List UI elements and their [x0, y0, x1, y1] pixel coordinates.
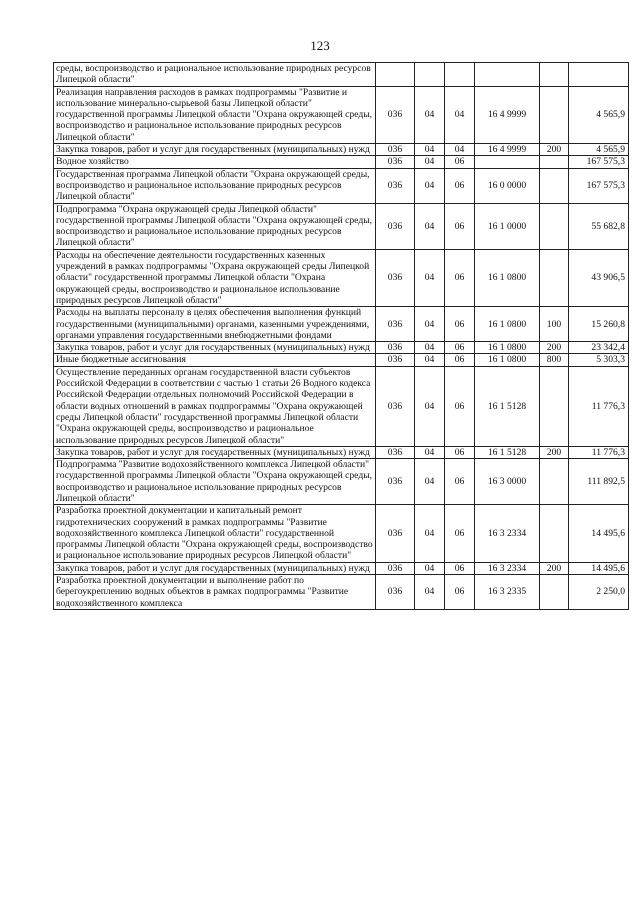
cell-expense-type: [540, 168, 569, 203]
cell-name: Осуществление переданных органам государственной власти субъектов Российской Федерации в соответствии с частью 1 статьи 26 Водного кодекса Российской Федерации отдельных полномочий Российской Федерации в области водных отношений в рамках подпрограммы "Охрана окружающей среды Липецкой области" государственной программы Липецкой области "Охрана окружающей среды, воспроизводство и рациональное использование природных ресурсов Липецкой области": [54, 366, 376, 446]
table-row: [54, 366, 629, 446]
cell-target-article: 16 3 2334: [475, 505, 540, 562]
cell-ministry: 036: [376, 354, 415, 366]
cell-expense-type: 100: [540, 307, 569, 342]
cell-section: 04: [415, 342, 445, 354]
table-row: [54, 354, 629, 366]
cell-subsection: 04: [445, 144, 475, 156]
cell-subsection: 06: [445, 342, 475, 354]
cell-name: Закупка товаров, работ и услуг для государственных (муниципальных) нужд: [54, 446, 376, 458]
cell-expense-type: [540, 575, 569, 610]
cell-section: 04: [415, 249, 445, 306]
cell-subsection: 04: [445, 86, 475, 143]
cell-section: [415, 63, 445, 87]
cell-target-article: 16 4 9999: [475, 86, 540, 143]
cell-name: среды, воспроизводство и рациональное использование природных ресурсов Липецкой области": [54, 63, 376, 87]
cell-ministry: 036: [376, 156, 415, 168]
cell-subsection: 06: [445, 307, 475, 342]
cell-subsection: 06: [445, 459, 475, 505]
cell-ministry: 036: [376, 459, 415, 505]
cell-name: Реализация направления расходов в рамках подпрограммы "Развитие и использование минерально-сырьевой базы Липецкой области" государственной программы Липецкой области "Охрана окружающей среды, воспроизводство и рациональное использование природных ресурсов Липецкой области": [54, 86, 376, 143]
cell-subsection: 06: [445, 505, 475, 562]
cell-amount: 4 565,9: [569, 86, 629, 143]
cell-ministry: 036: [376, 505, 415, 562]
cell-name: Иные бюджетные ассигнования: [54, 354, 376, 366]
cell-ministry: 036: [376, 144, 415, 156]
table-row: [54, 63, 629, 87]
cell-amount: 14 495,6: [569, 505, 629, 562]
cell-expense-type: [540, 63, 569, 87]
table-row: [54, 342, 629, 354]
cell-name: Подпрограмма "Развитие водохозяйственного комплекса Липецкой области" государственной программы Липецкой области "Охрана окружающей среды, воспроизводство и рациональное использование природных ресурсов Липецкой области": [54, 459, 376, 505]
cell-ministry: 036: [376, 366, 415, 446]
cell-section: 04: [415, 505, 445, 562]
table-row: [54, 505, 629, 562]
cell-target-article: 16 1 0800: [475, 354, 540, 366]
cell-amount: 11 776,3: [569, 366, 629, 446]
cell-subsection: 06: [445, 168, 475, 203]
cell-ministry: 036: [376, 307, 415, 342]
page-number: 123: [310, 38, 330, 53]
cell-subsection: 06: [445, 446, 475, 458]
cell-ministry: 036: [376, 249, 415, 306]
table-row: [54, 446, 629, 458]
cell-expense-type: 200: [540, 562, 569, 574]
cell-expense-type: 200: [540, 446, 569, 458]
cell-section: 04: [415, 575, 445, 610]
cell-name: Государственная программа Липецкой области "Охрана окружающей среды, воспроизводство и рациональное использование природных ресурсов Липецкой области": [54, 168, 376, 203]
cell-amount: 2 250,0: [569, 575, 629, 610]
cell-subsection: 06: [445, 156, 475, 168]
cell-subsection: 06: [445, 575, 475, 610]
budget-table-body: [54, 63, 629, 610]
cell-expense-type: [540, 249, 569, 306]
cell-subsection: 06: [445, 354, 475, 366]
cell-expense-type: 800: [540, 354, 569, 366]
cell-expense-type: [540, 156, 569, 168]
cell-section: 04: [415, 366, 445, 446]
cell-target-article: 16 1 0800: [475, 249, 540, 306]
cell-expense-type: [540, 459, 569, 505]
cell-target-article: 16 1 5128: [475, 446, 540, 458]
cell-ministry: [376, 63, 415, 87]
table-row: [54, 562, 629, 574]
budget-table: [53, 62, 629, 610]
cell-amount: 15 260,8: [569, 307, 629, 342]
table-row: [54, 249, 629, 306]
cell-ministry: 036: [376, 342, 415, 354]
cell-ministry: 036: [376, 203, 415, 249]
cell-ministry: 036: [376, 575, 415, 610]
table-row: [54, 203, 629, 249]
cell-section: 04: [415, 203, 445, 249]
cell-section: 04: [415, 144, 445, 156]
cell-section: 04: [415, 562, 445, 574]
cell-expense-type: [540, 86, 569, 143]
cell-expense-type: [540, 203, 569, 249]
cell-target-article: 16 1 0000: [475, 203, 540, 249]
cell-amount: [569, 63, 629, 87]
cell-expense-type: [540, 505, 569, 562]
cell-target-article: [475, 156, 540, 168]
cell-amount: 43 906,5: [569, 249, 629, 306]
cell-section: 04: [415, 168, 445, 203]
cell-name: Водное хозяйство: [54, 156, 376, 168]
cell-amount: 11 776,3: [569, 446, 629, 458]
cell-ministry: 036: [376, 562, 415, 574]
cell-target-article: 16 3 0000: [475, 459, 540, 505]
cell-subsection: 06: [445, 366, 475, 446]
cell-section: 04: [415, 446, 445, 458]
cell-section: 04: [415, 459, 445, 505]
cell-name: Закупка товаров, работ и услуг для государственных (муниципальных) нужд: [54, 342, 376, 354]
cell-ministry: 036: [376, 446, 415, 458]
table-row: [54, 86, 629, 143]
cell-amount: 4 565,9: [569, 144, 629, 156]
cell-name: Закупка товаров, работ и услуг для государственных (муниципальных) нужд: [54, 562, 376, 574]
cell-name: Разработка проектной документации и выполнение работ по берегоукреплению водных объектов в рамках подпрограммы "Развитие водохозяйственного комплекса: [54, 575, 376, 610]
cell-expense-type: 200: [540, 144, 569, 156]
cell-name: Подпрограмма "Охрана окружающей среды Липецкой области" государственной программы Липецкой области "Охрана окружающей среды, воспроизводство и рациональное использование природных ресурсов Липецкой области": [54, 203, 376, 249]
cell-amount: 111 892,5: [569, 459, 629, 505]
cell-target-article: [475, 63, 540, 87]
cell-name: Расходы на выплаты персоналу в целях обеспечения выполнения функций государственными (муниципальными) органами, казенными учреждениями, органами управления государственными внебюджетными фондами: [54, 307, 376, 342]
cell-target-article: 16 1 0800: [475, 342, 540, 354]
cell-amount: 55 682,8: [569, 203, 629, 249]
cell-name: Расходы на обеспечение деятельности государственных казенных учреждений в рамках подпрограммы "Охрана окружающей среды Липецкой области" государственной программы Липецкой области "Охрана окружающей среды, воспроизводство и рациональное использование природных ресурсов Липецкой области": [54, 249, 376, 306]
cell-subsection: 06: [445, 203, 475, 249]
cell-amount: 14 495,6: [569, 562, 629, 574]
cell-ministry: 036: [376, 86, 415, 143]
table-row: [54, 575, 629, 610]
cell-amount: 5 303,3: [569, 354, 629, 366]
cell-target-article: 16 3 2334: [475, 562, 540, 574]
cell-name: Разработка проектной документации и капитальный ремонт гидротехнических сооружений в рамках подпрограммы "Развитие водохозяйственного комплекса Липецкой области" государственной программы Липецкой области "Охрана окружающей среды, воспроизводство и рациональное использование природных ресурсов Липецкой области": [54, 505, 376, 562]
table-row: [54, 459, 629, 505]
cell-section: 04: [415, 307, 445, 342]
cell-expense-type: 200: [540, 342, 569, 354]
cell-section: 04: [415, 156, 445, 168]
cell-name: Закупка товаров, работ и услуг для государственных (муниципальных) нужд: [54, 144, 376, 156]
cell-subsection: 06: [445, 249, 475, 306]
cell-target-article: 16 1 0800: [475, 307, 540, 342]
cell-ministry: 036: [376, 168, 415, 203]
cell-section: 04: [415, 86, 445, 143]
cell-target-article: 16 0 0000: [475, 168, 540, 203]
cell-expense-type: [540, 366, 569, 446]
cell-target-article: 16 3 2335: [475, 575, 540, 610]
cell-target-article: 16 4 9999: [475, 144, 540, 156]
cell-target-article: 16 1 5128: [475, 366, 540, 446]
table-row: [54, 168, 629, 203]
table-row: [54, 144, 629, 156]
cell-subsection: 06: [445, 562, 475, 574]
cell-amount: 23 342,4: [569, 342, 629, 354]
cell-amount: 167 575,3: [569, 168, 629, 203]
cell-amount: 167 575,3: [569, 156, 629, 168]
table-row: [54, 307, 629, 342]
cell-section: 04: [415, 354, 445, 366]
cell-subsection: [445, 63, 475, 87]
table-row: [54, 156, 629, 168]
